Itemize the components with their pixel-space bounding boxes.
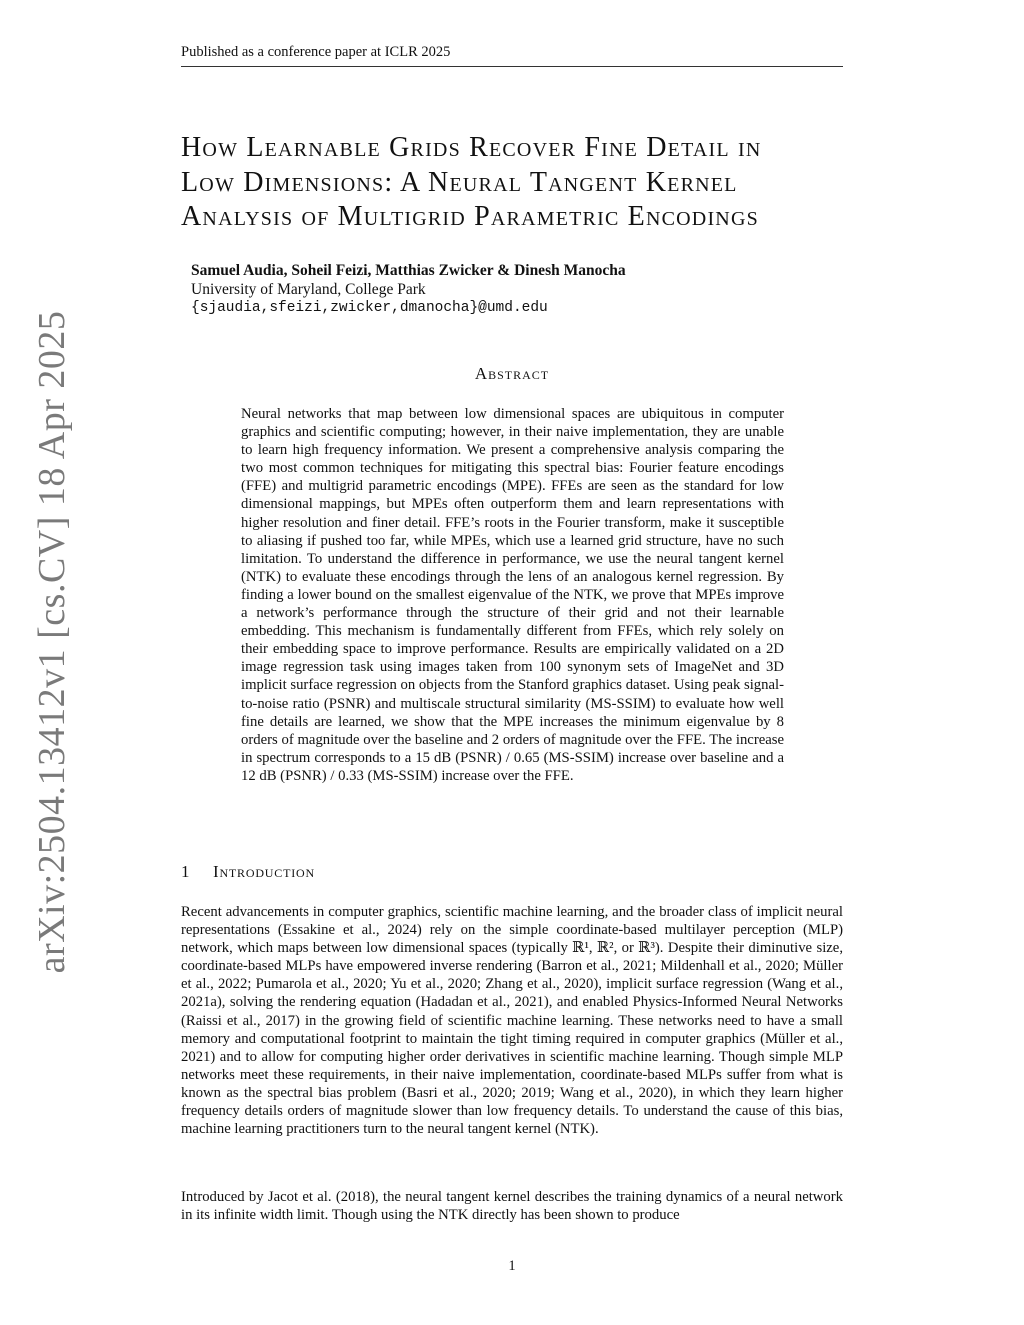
introduction-paragraph-2: Introduced by Jacot et al. (2018), the neural tangent kernel describes the training dynamics of a neural network in its infinite width limit. Though using the NTK directly has been shown to produce [181,1189,843,1224]
author-affiliation: University of Maryland, College Park [191,281,426,298]
section-number: 1 [181,862,191,881]
section-title: Introduction [213,862,315,881]
title-line-1: How Learnable Grids Recover Fine Detail in [181,132,762,163]
abstract-heading: Abstract [474,364,550,383]
author-names: Samuel Audia, Soheil Feizi, Matthias Zwicker & Dinesh Manocha [191,262,626,279]
introduction-paragraph-1: Recent advancements in computer graphics, scientific machine learning, and the broader class of implicit neural representations (Essakine et al., 2024) rely on the simple coordinate-based multilayer perception (MLP) network, which maps between low dimensional spaces (typically ℝ¹, ℝ², or ℝ³). Despite their diminutive size, coordinate-based MLPs have empowered inverse rendering (Barron et al., 2021; Mildenhall et al., 2020; Müller et al., 2022; Pumarola et al., 2020; Yu et al., 2020; Zhang et al., 2020), implicit surface regression (Wang et al., 2021a), solving the rendering equation (Hadadan et al., 2021), and enabled Physics-Informed Neural Networks (Raissi et al., 2017) in the growing field of scientific machine learning. These networks need to have a small memory and computational footprint to maintain the tight timing required in computer graphics (Müller et al., 2021) and to allow for computing higher order derivatives in scientific machine learning. Though simple MLP networks meet these requirements, in their naive implementation, coordinate-based MLPs suffer from what is known as the spectral bias problem (Basri et al., 2020; 2019; Wang et al., 2020), in which they learn higher frequency details orders of magnitude slower than low frequency details. To understand the cause of this bias, machine learning practitioners turn to the neural tangent kernel (NTK). [181,904,843,1138]
page-number: 1 [508,1258,516,1274]
author-block [191,261,831,318]
title-line-3: Analysis of Multigrid Parametric Encodings [181,201,759,232]
arxiv-identifier-stamp: arXiv:2504.13412v1 [cs.CV] 18 Apr 2025 [31,310,73,974]
section-heading-introduction [181,862,315,882]
title-line-2: Low Dimensions: A Neural Tangent Kernel [181,166,738,198]
running-header: Published as a conference paper at ICLR 2025 [181,44,843,67]
abstract-body: Neural networks that map between low dimensional spaces are ubiquitous in computer graphics and scientific computing; however, in their naive implementation, they are unable to learn high frequency information. We present a comprehensive analysis comparing the two most common techniques for mitigating this spectral bias: Fourier feature encodings (FFE) and multigrid parametric encodings (MPE). FFEs are seen as the standard for low dimensional mappings, but MPEs often outperform them and learn representations with higher resolution and finer detail. FFE’s roots in the Fourier transform, make it susceptible to aliasing if pushed too far, while MPEs, which use a learned grid structure, have no such limitation. To understand the difference in performance, we use the neural tangent kernel (NTK) to evaluate these encodings through the lens of an analogous kernel regression. By finding a lower bound on the smallest eigenvalue of the NTK, we prove that MPEs improve a network’s performance through the structure of their grid and not their learnable embedding. This mechanism is fundamentally different from FFEs, which rely solely on their embedding space to improve performance. Results are empirically validated on a 2D image regression task using images taken from 100 synonym sets of ImageNet and 3D implicit surface regression on objects from the Stanford graphics dataset. Using peak signal-to-noise ratio (PSNR) and multiscale structural similarity (MS-SSIM) to evaluate how well fine details are learned, we show that the MPE increases the minimum eigenvalue by 8 orders of magnitude over the baseline and 2 orders of magnitude over the FFE. The increase in spectrum corresponds to a 15 dB (PSNR) / 0.65 (MS-SSIM) increase over baseline and a 12 dB (PSNR) / 0.33 (MS-SSIM) increase over the FFE. [241,406,784,784]
author-emails: {sjaudia,sfeizi,zwicker,dmanocha}@umd.edu [191,300,548,316]
paper-title [181,131,861,235]
